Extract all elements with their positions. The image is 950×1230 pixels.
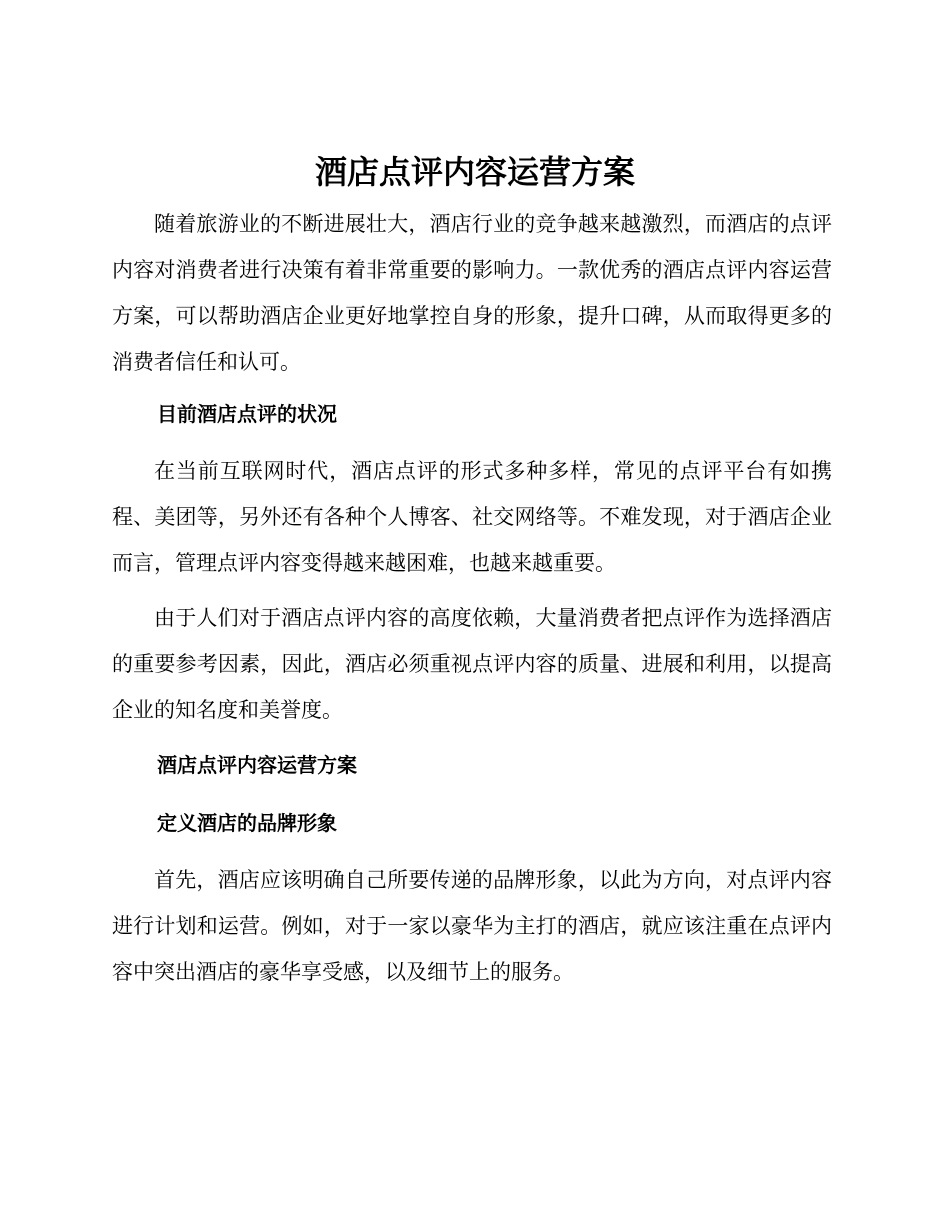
current-status-paragraph-1: 在当前互联网时代，酒店点评的形式多种多样，常见的点评平台有如携程、美团等，另外还有各种个人博客、社交网络等。不难发现，对于酒店企业而言，管理点评内容变得越来越困难，也越来越重要。	[112, 459, 832, 575]
subheading-brand-image: 定义酒店的品牌形象	[157, 811, 337, 835]
document-title: 酒店点评内容运营方案	[314, 153, 635, 191]
current-status-paragraph-2: 由于人们对于酒店点评内容的高度依赖，大量消费者把点评作为选择酒店的重要参考因素，因此，酒店必须重视点评内容的质量、进展和利用，以提高企业的知名度和美誉度。	[112, 606, 832, 722]
section-heading-operation-plan: 酒店点评内容运营方案	[157, 753, 357, 777]
section-heading-current-status: 目前酒店点评的状况	[157, 402, 337, 426]
brand-image-paragraph: 首先，酒店应该明确自己所要传递的品牌形象，以此为方向，对点评内容进行计划和运营。例如，对于一家以豪华为主打的酒店，就应该注重在点评内容中突出酒店的豪华享受感，以及细节上的服务。	[112, 868, 832, 984]
intro-paragraph: 随着旅游业的不断进展壮大，酒店行业的竞争越来越激烈，而酒店的点评内容对消费者进行决策有着非常重要的影响力。一款优秀的酒店点评内容运营方案，可以帮助酒店企业更好地掌控自身的形象，提升口碑，从而取得更多的消费者信任和认可。	[112, 212, 832, 374]
